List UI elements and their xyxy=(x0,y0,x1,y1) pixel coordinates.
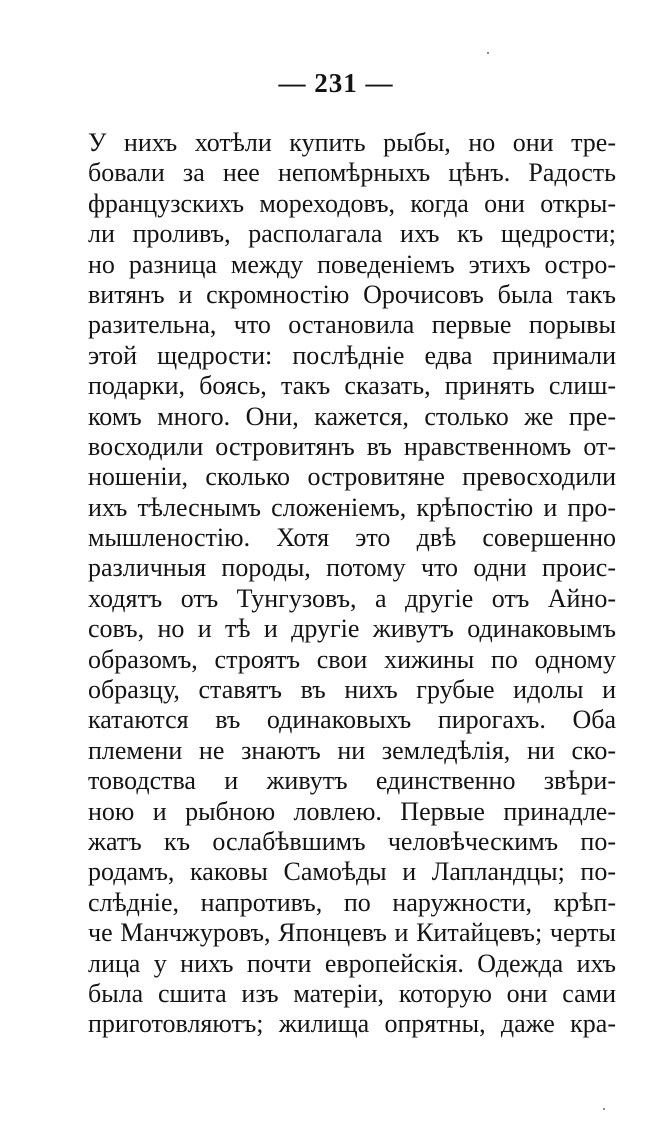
text-line: ношеніи, сколько островитяне превосходили xyxy=(88,462,616,492)
text-line: ли проливъ, располагала ихъ къ щедрости; xyxy=(88,219,616,249)
text-line: мышленостію. Хотя это двѣ совершенно xyxy=(88,523,616,553)
text-line: приготовляютъ; жилища опрятны, даже кра- xyxy=(88,1009,616,1039)
text-line: образцу, ставятъ въ нихъ грубые идолы и xyxy=(88,675,616,705)
text-line: лица у нихъ почти европейскія. Одежда ихъ xyxy=(88,948,616,978)
text-line: жатъ къ ослабѣвшимъ человѣческимъ по- xyxy=(88,826,616,856)
text-line: ною и рыбною ловлею. Первые принадле- xyxy=(88,796,616,826)
text-line: катаются въ одинаковыхъ пирогахъ. Оба xyxy=(88,705,616,735)
text-line: совъ, но и тѣ и другіе живутъ одинаковымъ xyxy=(88,614,616,644)
text-line: французскихъ мореходовъ, когда они откры- xyxy=(88,188,616,218)
text-line: ихъ тѣлеснымъ сложеніемъ, крѣпостію и про- xyxy=(88,492,616,522)
text-line: различныя породы, потому что одни проис- xyxy=(88,553,616,583)
page-number: — 231 — xyxy=(278,68,394,98)
text-line: че Манчжуровъ, Японцевъ и Китайцевъ; черты xyxy=(88,918,616,948)
text-line: У нихъ хотѣли купить рыбы, но они тре- xyxy=(88,128,616,157)
text-line: образомъ, строятъ свои хижины по одному xyxy=(88,644,616,674)
text-line: восходили островитянъ въ нравственномъ от- xyxy=(88,431,616,461)
text-line: этой щедрости: послѣдніе едва принимали xyxy=(88,340,616,370)
paper-speck xyxy=(603,1108,605,1110)
text-line: но разница между поведеніемъ этихъ остро- xyxy=(88,249,616,279)
text-line: разительна, что остановила первые порывы xyxy=(88,310,616,340)
text-line: ходятъ отъ Тунгузовъ, а другіе отъ Айно- xyxy=(88,583,616,613)
text-line: комъ много. Они, кажется, столько же пре- xyxy=(88,401,616,431)
text-line: слѣдніе, напротивъ, по наружности, крѣп- xyxy=(88,887,616,917)
text-line: витянъ и скромностію Орочисовъ была такъ xyxy=(88,279,616,309)
text-line: подарки, боясь, такъ сказать, принять слиш- xyxy=(88,371,616,401)
text-line: бовали за нее непомѣрныхъ цѣнъ. Радость xyxy=(88,158,616,188)
body-text xyxy=(88,128,616,1040)
text-line: родамъ, каковы Самоѣды и Лапландцы; по- xyxy=(88,857,616,887)
text-line: племени не знаютъ ни земледѣлія, ни ско- xyxy=(88,735,616,765)
paper-speck xyxy=(487,52,489,54)
text-line: товодства и живутъ единственно звѣри- xyxy=(88,766,616,796)
text-line: была сшита изъ матеріи, которую они сами xyxy=(88,978,616,1008)
